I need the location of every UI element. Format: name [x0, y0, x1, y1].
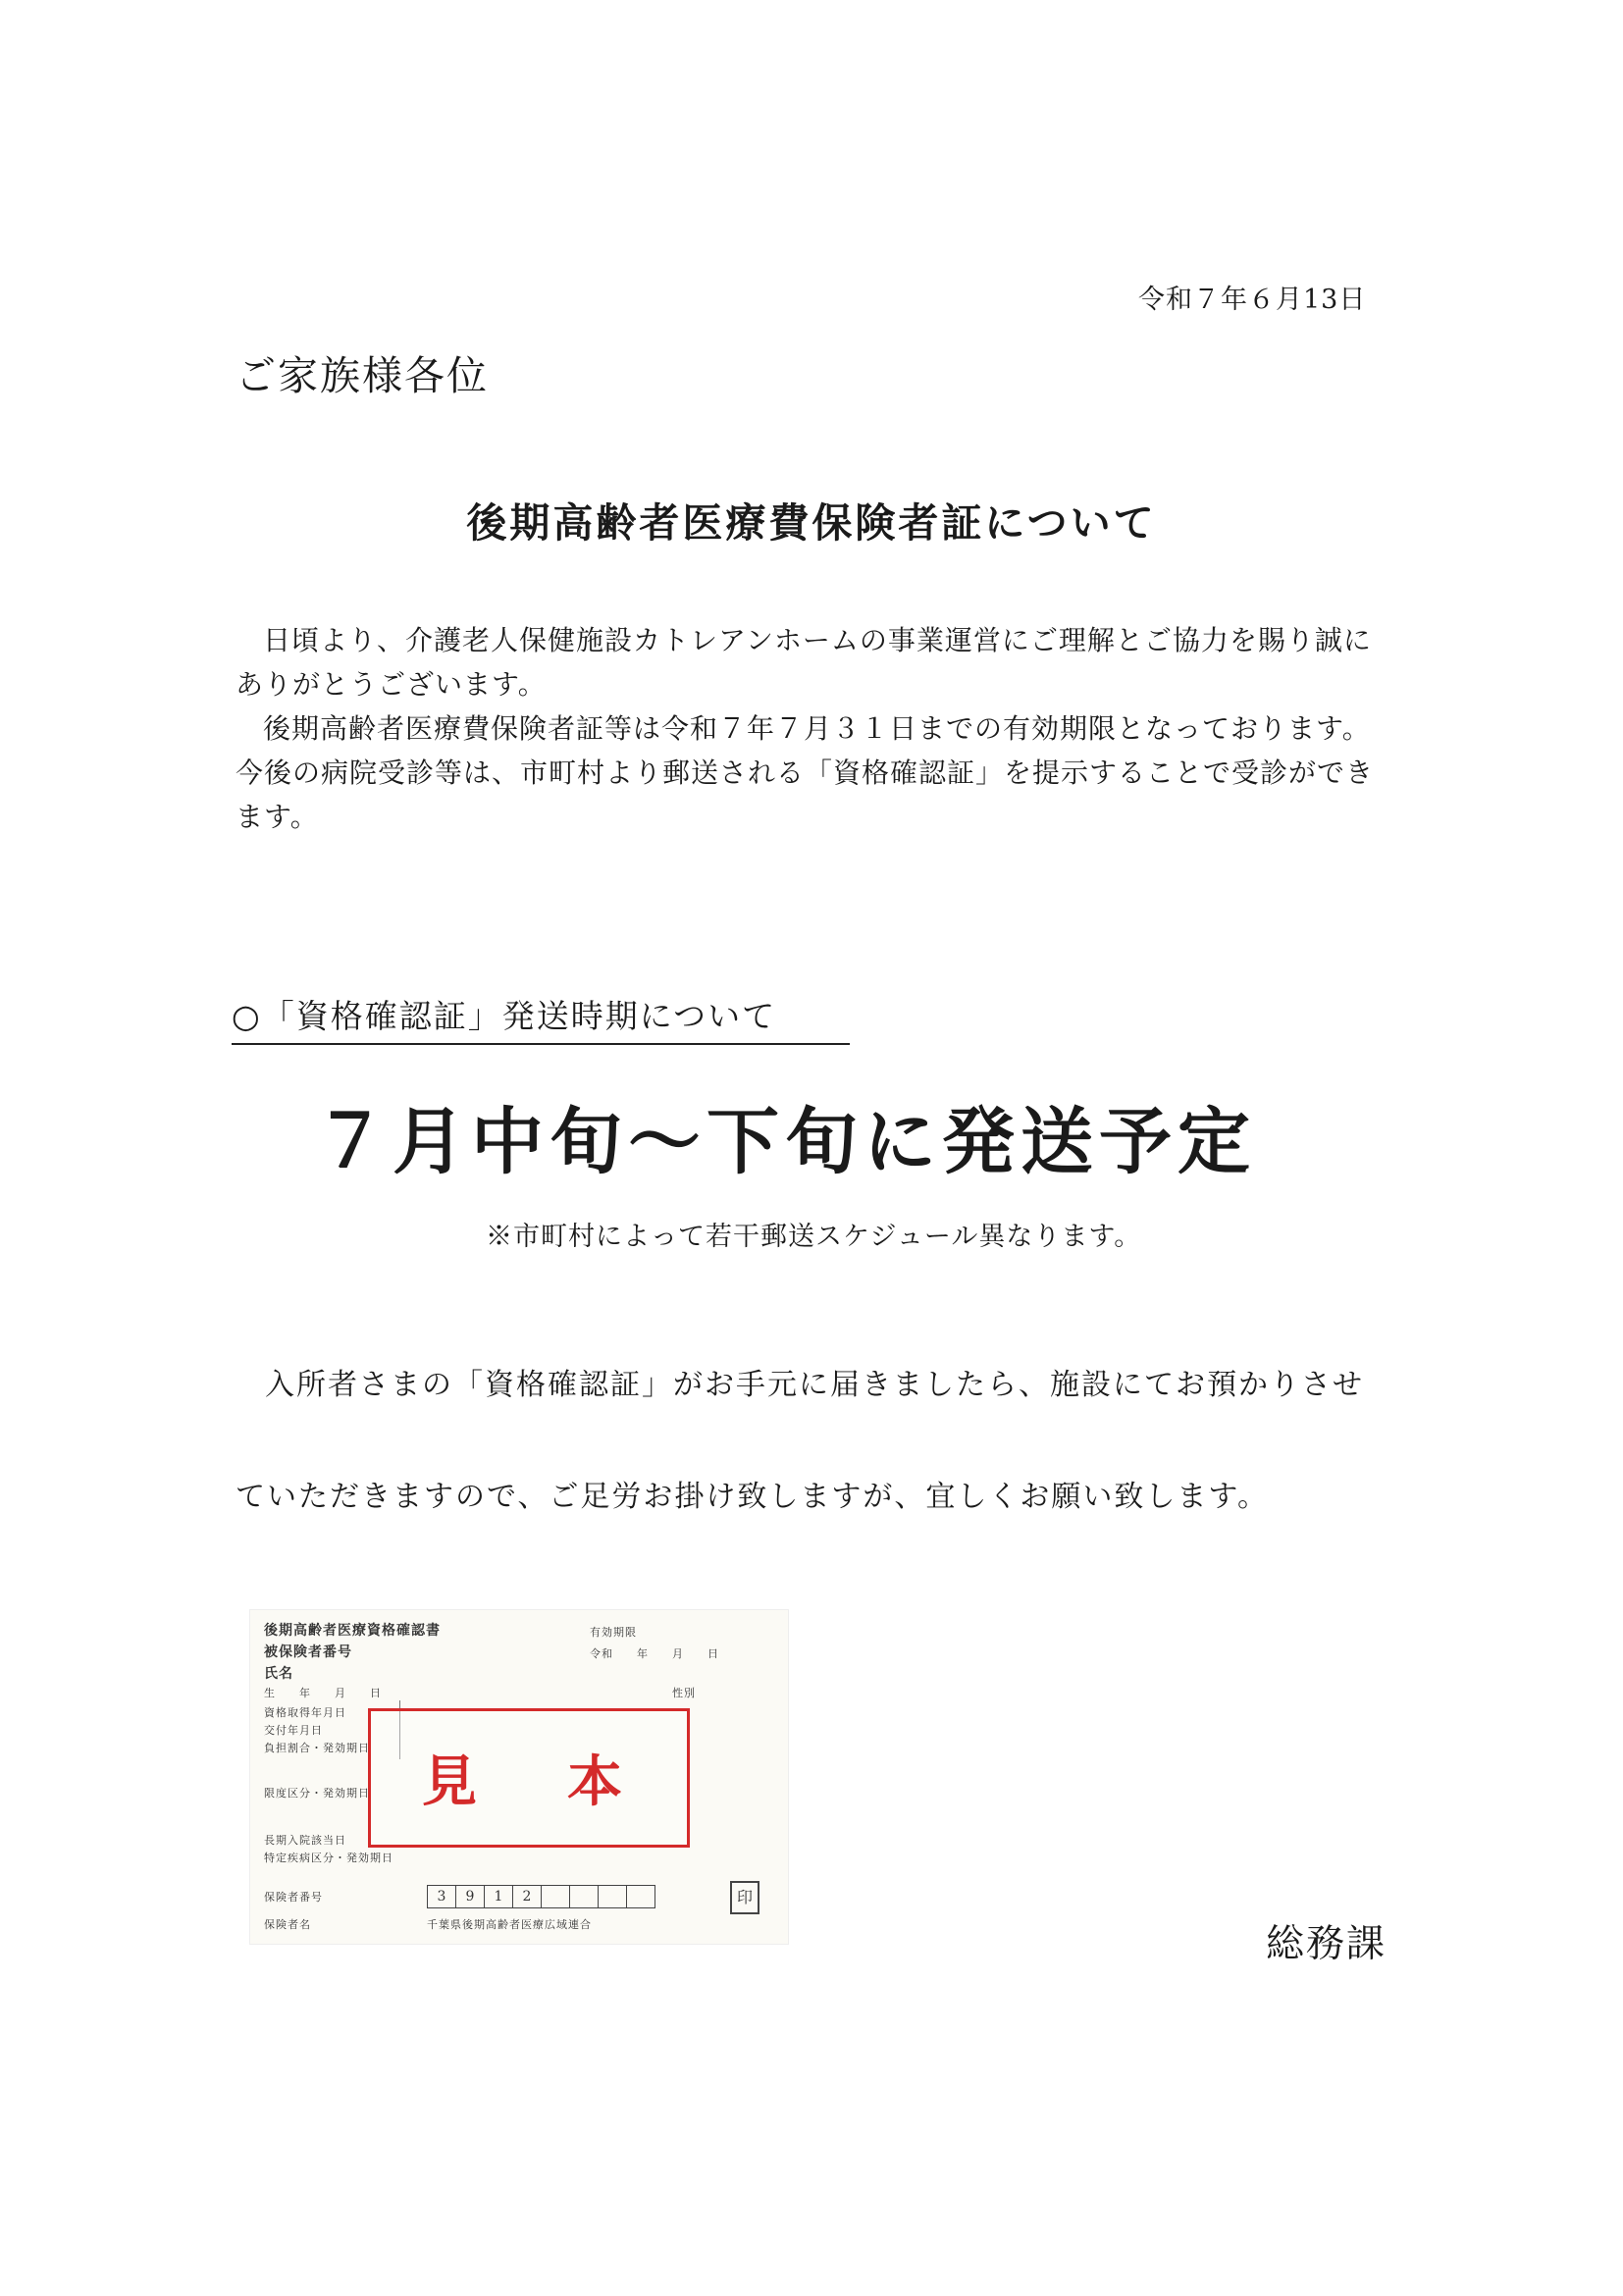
- card-limit: 限度区分・発効期日: [264, 1787, 370, 1800]
- insurer-number-boxes: [427, 1885, 655, 1908]
- body-text: [236, 618, 1393, 839]
- insurer-digit: [569, 1885, 598, 1908]
- closing-paragraph: 入所者さまの「資格確認証」がお手元に届きましたら、施設にてお預かりさせていただきますので、ご足労お掛け致しますが、宜しくお願い致します。: [236, 1368, 1364, 1514]
- schedule-note: ※市町村によって若干郵送スケジュール異なります。: [486, 1222, 1142, 1252]
- insurer-digit: [626, 1885, 655, 1908]
- card-insured-number: 被保険者番号: [264, 1644, 352, 1660]
- card-issued: 交付年月日: [264, 1724, 323, 1737]
- document-title: 後期高齢者医療費保険者証について: [466, 499, 1157, 547]
- body-paragraph: 後期高齢者医療費保険者証等は令和７年７月３１日までの有効期限となっております。今後の病院受診等は、市町村より郵送される「資格確認証」を提示することで受診ができます。: [236, 712, 1375, 833]
- card-insurer-name-label: 保険者名: [264, 1918, 311, 1931]
- sample-certificate-image: [249, 1609, 789, 1945]
- department-signature: 総務課: [1266, 1922, 1387, 1966]
- card-burden: 負担割合・発効期日: [264, 1742, 370, 1754]
- insurer-digit: 9: [455, 1885, 484, 1908]
- card-sex: 性別: [672, 1687, 696, 1699]
- card-insurer-number-label: 保険者番号: [264, 1891, 323, 1904]
- insurer-digit: [598, 1885, 626, 1908]
- card-validity-value: 令和 年 月 日: [590, 1647, 719, 1660]
- document-date: 令和７年６月13日: [1138, 285, 1367, 315]
- insurer-digit: 2: [512, 1885, 541, 1908]
- section-heading: ○「資格確認証」発送時期について: [232, 991, 850, 1045]
- card-long-term: 長期入院該当日: [264, 1834, 346, 1847]
- salutation: ご家族様各位: [236, 352, 489, 399]
- card-acquired: 資格取得年月日: [264, 1706, 346, 1719]
- sample-stamp-char: 本: [567, 1750, 622, 1814]
- sample-stamp-char: 見: [422, 1750, 477, 1814]
- sample-stamp: [368, 1708, 690, 1848]
- card-birth: 生 年 月 日: [264, 1687, 382, 1699]
- shipping-notice: ７月中旬～下旬に発送予定: [314, 1100, 1256, 1184]
- closing-text: [236, 1330, 1393, 1553]
- insurer-digit: 1: [484, 1885, 512, 1908]
- card-title: 後期高齢者医療資格確認書: [264, 1623, 441, 1639]
- body-paragraph: 日頃より、介護老人保健施設カトレアンホームの事業運営にご理解とご協力を賜り誠にありがとうございます。: [236, 624, 1372, 701]
- card-insurer-name: 千葉県後期高齢者医療広域連合: [427, 1918, 592, 1931]
- card-validity-label: 有効期限: [590, 1626, 637, 1639]
- card-specific: 特定疾病区分・発効期日: [264, 1852, 393, 1864]
- insurer-digit: [541, 1885, 569, 1908]
- card-name: 氏名: [264, 1666, 293, 1682]
- insurer-digit: 3: [427, 1885, 455, 1908]
- seal-mark: 印: [730, 1881, 759, 1914]
